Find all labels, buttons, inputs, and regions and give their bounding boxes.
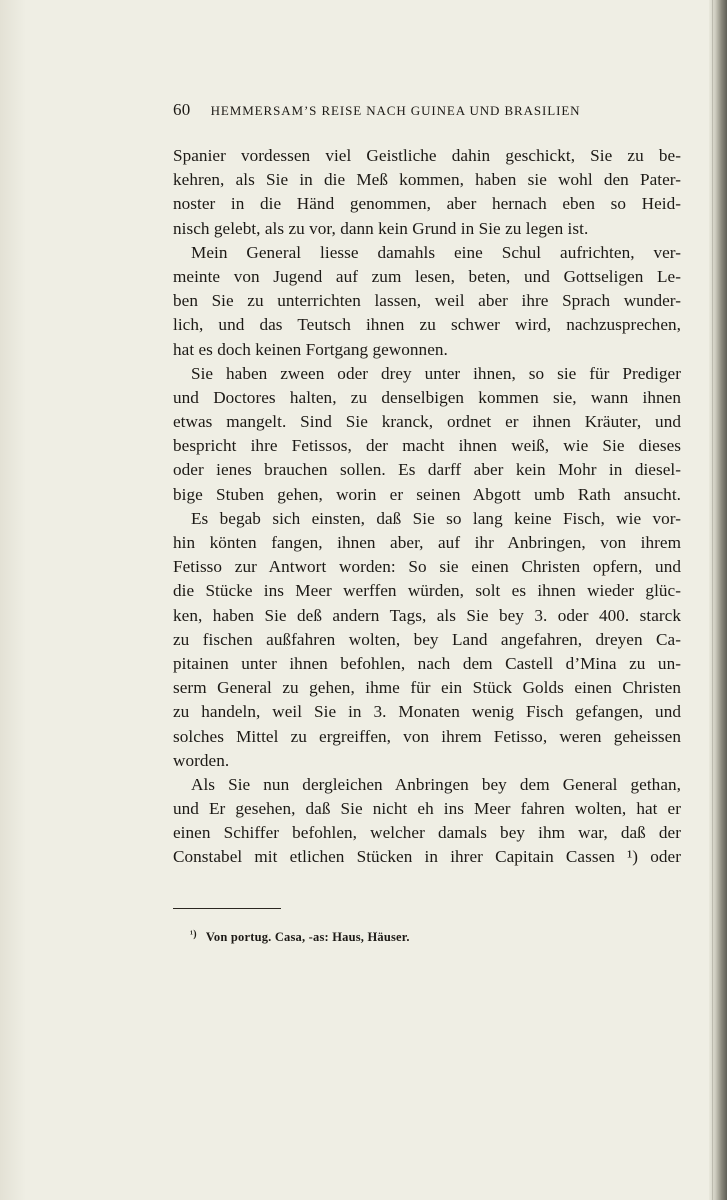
text-line: die Stücke ins Meer werffen würden, solt es ihnen wieder glüc- (173, 581, 681, 601)
text-line: bige Stuben gehen, worin er seinen Abgott umb Rath ansucht. (173, 484, 681, 504)
footnote-text: Von portug. Casa, -as: Haus, Häuser. (205, 930, 410, 944)
text-line: worden. (173, 750, 230, 770)
text-line: bespricht ihre Fetissos, der macht ihnen weiß, wie Sie dieses (173, 436, 681, 456)
text-line: Als Sie nun dergleichen Anbringen bey dem General gethan, (191, 774, 681, 794)
text-line: hin könten fangen, ihnen aber, auf ihr Anbringen, von ihrem (173, 533, 681, 552)
text-line: Es begab sich einsten, daß Sie so lang keine Fisch, wie vor- (191, 508, 681, 528)
text-line: etwas mangelt. Sind Sie kranck, ordnet er ihnen Kräuter, und (173, 412, 681, 432)
page-shadow-left (0, 0, 26, 1200)
text-line: lich, und das Teutsch ihnen zu schwer wird, nachzusprechen, (173, 315, 681, 335)
text-line: Fetisso zur Antwort worden: So sie einen Christen opfern, und (173, 557, 681, 577)
text-line: Constabel mit etlichen Stücken in ihrer Capitain Cassen ¹) oder (173, 847, 681, 867)
text-line: und Er gesehen, daß Sie nicht eh ins Meer fahren wolten, hat er (173, 799, 681, 819)
text-line: ken, haben Sie deß andern Tags, als Sie bey 3. oder 400. starck (173, 605, 681, 625)
text-line: zu fischen außfahren wolten, bey Land angefahren, dreyen Ca- (173, 629, 681, 649)
text-line: nisch gelebt, als zu vor, dann kein Grund in Sie zu legen ist. (173, 218, 589, 238)
running-head-title: HEMMERSAM’S REISE NACH GUINEA UND BRASILIEN (210, 103, 581, 118)
text-line: und Doctores halten, zu denselbigen kommen sie, wann ihnen (173, 387, 681, 407)
footnote-rule (173, 908, 281, 909)
text-line: solches Mittel zu ergreiffen, von ihrem Fetisso, weren geheissen (173, 726, 681, 746)
text-line: serm General zu gehen, ihme für ein Stück Golds einen Christen (173, 678, 681, 698)
page-number: 60 (173, 100, 191, 119)
text-line: Spanier vordessen viel Geistliche dahin geschickt, Sie zu be- (173, 146, 681, 165)
running-head (173, 100, 683, 124)
text-line: noster in die Händ genommen, aber hernach eben so Heid- (173, 194, 681, 214)
page-edge-line (712, 0, 713, 1200)
text-line: ben Sie zu unterrichten lassen, weil aber ihre Sprach wunder- (173, 291, 681, 311)
text-line: pitainen unter ihnen befohlen, nach dem Castell d’Mina zu un- (173, 653, 681, 673)
text-line: einen Schiffer befohlen, welcher damals bey ihm war, daß der (173, 823, 681, 843)
text-line: hat es doch keinen Fortgang gewonnen. (173, 339, 448, 359)
footnote (190, 929, 410, 945)
text-line: oder ienes brauchen sollen. Es darff aber kein Mohr in diesel- (173, 460, 681, 480)
footnote-marker: ¹) (190, 929, 197, 940)
text-line: Sie haben zween oder drey unter ihnen, so sie für Prediger (191, 363, 681, 383)
text-line: meinte von Jugend auf zum lesen, beten, und Gottseligen Le- (173, 266, 681, 286)
text-line: kehren, als Sie in die Meß kommen, haben sie wohl den Pater- (173, 170, 681, 190)
text-line: zu handeln, weil Sie in 3. Monaten wenig Fisch gefangen, und (173, 702, 681, 722)
text-line: Mein General liesse damahls eine Schul aufrichten, ver- (191, 242, 681, 262)
body-text (173, 144, 681, 870)
